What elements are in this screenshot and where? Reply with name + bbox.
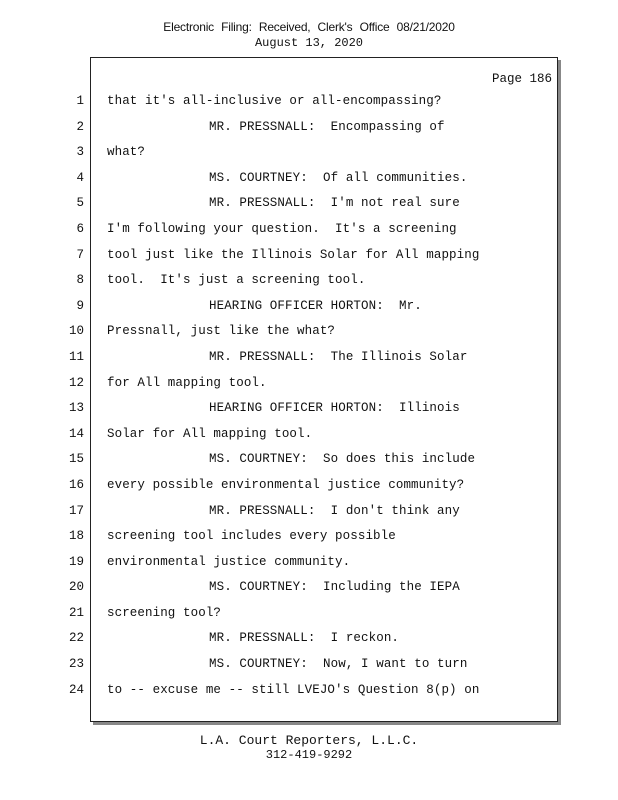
line-text: screening tool? bbox=[107, 605, 222, 620]
line-text: HEARING OFFICER HORTON: Mr. bbox=[209, 298, 422, 313]
line-text: MR. PRESSNALL: I'm not real sure bbox=[209, 196, 460, 211]
line-number: 12 bbox=[68, 375, 84, 390]
line-text: tool just like the Illinois Solar for All mapping bbox=[107, 247, 480, 262]
filing-stamp: Electronic Filing: Received, Clerk's Office 08/21/2020 bbox=[163, 20, 455, 34]
line-number: 4 bbox=[76, 170, 84, 185]
line-number: 7 bbox=[76, 247, 84, 262]
line-text: to -- excuse me -- still LVEJO's Question 8(p) on bbox=[107, 682, 480, 697]
line-number: 22 bbox=[68, 631, 84, 646]
line-text: Solar for All mapping tool. bbox=[107, 426, 313, 441]
transcript-line bbox=[0, 167, 618, 193]
line-number: 23 bbox=[68, 657, 84, 672]
line-number: 21 bbox=[68, 605, 84, 620]
line-text: every possible environmental justice community? bbox=[107, 477, 465, 492]
transcript-lines bbox=[0, 90, 618, 704]
line-text: MS. COURTNEY: Including the IEPA bbox=[209, 580, 460, 595]
transcript-line bbox=[0, 423, 618, 449]
line-text: tool. It's just a screening tool. bbox=[107, 273, 366, 288]
line-number: 15 bbox=[68, 452, 84, 467]
line-number: 6 bbox=[76, 221, 84, 236]
line-number: 24 bbox=[68, 682, 84, 697]
line-text: MS. COURTNEY: Now, I want to turn bbox=[209, 657, 468, 672]
transcript-line bbox=[0, 474, 618, 500]
line-number: 11 bbox=[68, 349, 84, 364]
line-text: Pressnall, just like the what? bbox=[107, 324, 336, 339]
line-text: for All mapping tool. bbox=[107, 375, 267, 390]
transcript-line bbox=[0, 320, 618, 346]
line-text: MR. PRESSNALL: I don't think any bbox=[209, 503, 460, 518]
transcript-line bbox=[0, 627, 618, 653]
transcript-line bbox=[0, 244, 618, 270]
line-number: 13 bbox=[68, 401, 84, 416]
line-text: MR. PRESSNALL: I reckon. bbox=[209, 631, 400, 646]
line-number: 17 bbox=[68, 503, 84, 518]
line-number: 14 bbox=[68, 426, 84, 441]
transcript-line bbox=[0, 295, 618, 321]
transcript-line bbox=[0, 372, 618, 398]
hearing-date: August 13, 2020 bbox=[254, 36, 364, 50]
page-number: Page 186 bbox=[491, 72, 552, 86]
transcript-line bbox=[0, 448, 618, 474]
line-text: MR. PRESSNALL: Encompassing of bbox=[209, 119, 445, 134]
line-text: screening tool includes every possible bbox=[107, 529, 396, 544]
transcript-line bbox=[0, 397, 618, 423]
transcript-line bbox=[0, 551, 618, 577]
transcript-line bbox=[0, 269, 618, 295]
transcript-line bbox=[0, 141, 618, 167]
transcript-line bbox=[0, 576, 618, 602]
line-text: I'm following your question. It's a screening bbox=[107, 221, 457, 236]
line-number: 19 bbox=[68, 554, 84, 569]
line-number: 5 bbox=[76, 196, 84, 211]
line-number: 9 bbox=[76, 298, 84, 313]
line-number: 3 bbox=[76, 145, 84, 160]
line-number: 20 bbox=[68, 580, 84, 595]
line-number: 8 bbox=[76, 273, 84, 288]
line-text: environmental justice community. bbox=[107, 554, 351, 569]
line-text: MS. COURTNEY: Of all communities. bbox=[209, 170, 468, 185]
transcript-line bbox=[0, 346, 618, 372]
transcript-line bbox=[0, 218, 618, 244]
transcript-line bbox=[0, 602, 618, 628]
transcript-line bbox=[0, 525, 618, 551]
reporter-company: L.A. Court Reporters, L.L.C. bbox=[199, 733, 419, 748]
line-number: 1 bbox=[76, 94, 84, 108]
line-text: MS. COURTNEY: So does this include bbox=[209, 452, 476, 467]
transcript-line bbox=[0, 500, 618, 526]
transcript-line bbox=[0, 116, 618, 142]
transcript-line bbox=[0, 192, 618, 218]
line-text: that it's all-inclusive or all-encompassing? bbox=[107, 94, 442, 108]
line-number: 10 bbox=[68, 324, 84, 339]
transcript-line bbox=[0, 653, 618, 679]
transcript-line bbox=[0, 679, 618, 705]
line-number: 16 bbox=[68, 477, 84, 492]
line-number: 18 bbox=[68, 529, 84, 544]
line-text: HEARING OFFICER HORTON: Illinois bbox=[209, 401, 460, 416]
line-text: MR. PRESSNALL: The Illinois Solar bbox=[209, 349, 468, 364]
line-number: 2 bbox=[76, 119, 84, 134]
transcript-line bbox=[0, 90, 618, 116]
reporter-phone: 312-419-9292 bbox=[265, 748, 353, 762]
line-text: what? bbox=[107, 145, 146, 160]
